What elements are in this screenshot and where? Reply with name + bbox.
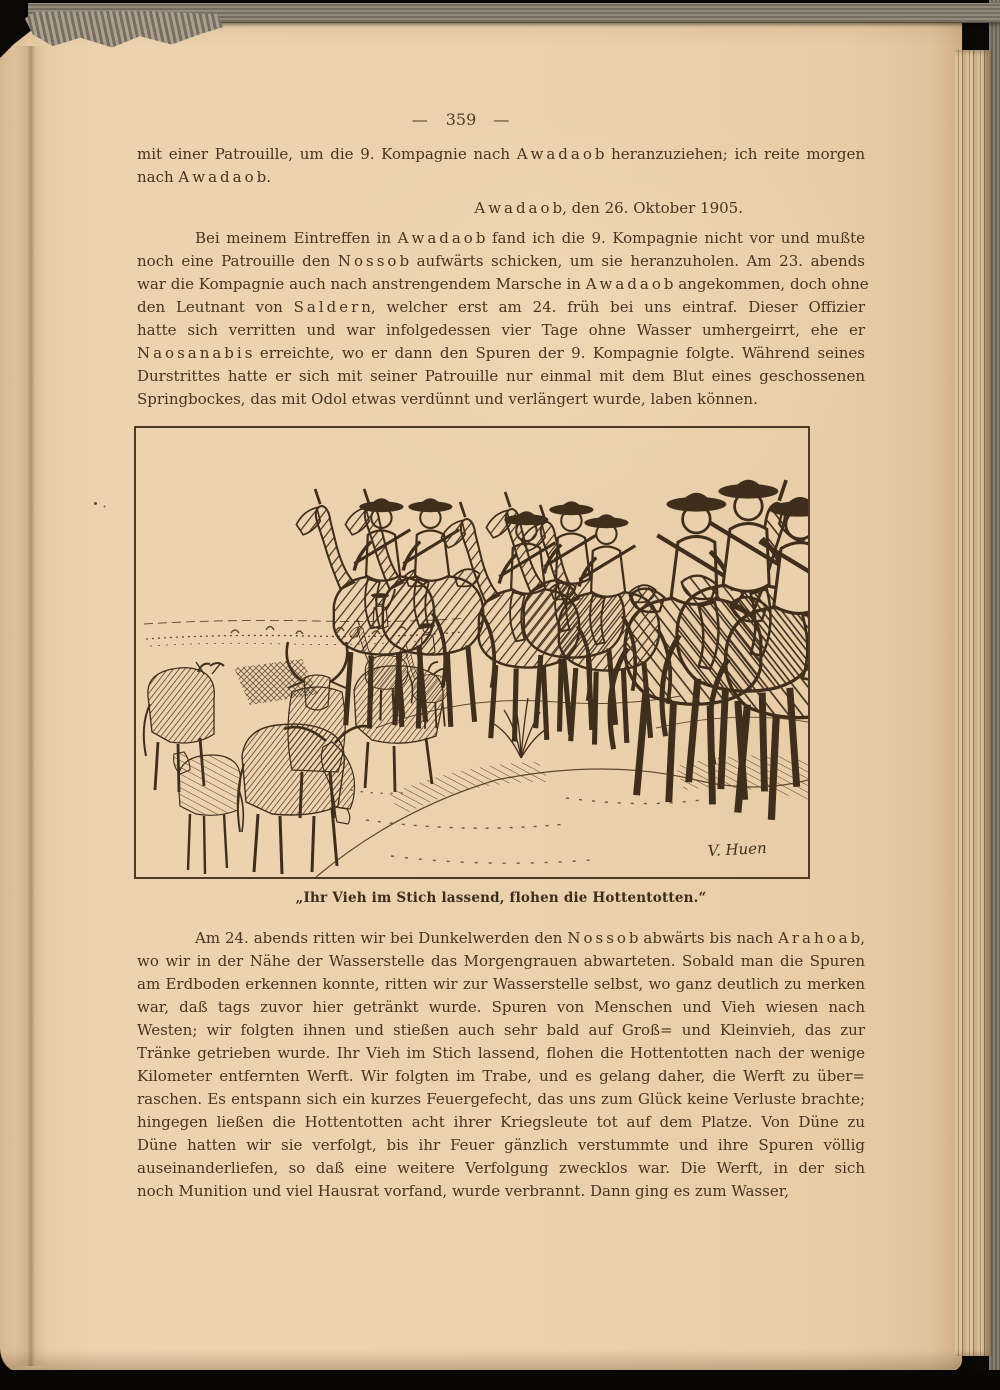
page-edges-right <box>955 50 992 1356</box>
text-line: Westen; wir folgten ihnen und stießen auch sehr bald auf Groß= und Kleinvieh, das zur <box>137 1021 865 1039</box>
text-line: Durstrittes hatte er sich mit seiner Patrouille nur einmal mit dem Blut eines geschossenen <box>137 367 865 385</box>
illustration <box>134 426 810 879</box>
text-line: noch eine Patrouille den N o s s o b aufwärts schicken, um sie heranzuholen. Am 23. abends <box>137 252 865 270</box>
gutter-crease <box>14 46 48 1366</box>
grass-tuft <box>494 698 548 758</box>
text-line: Bei meinem Eintreffen in A w a d a o b fand ich die 9. Kompagnie nicht vor und mußte <box>195 229 865 247</box>
figure-caption: „Ihr Vieh im Stich lassend, flohen die Hottentotten.“ <box>295 890 707 906</box>
text-line: raschen. Es entspann sich ein kurzes Feuergefecht, das uns zum Glück keine Verluste brachte; <box>137 1090 865 1108</box>
dateline: A w a d a o b, den 26. Oktober 1905. <box>474 199 743 217</box>
text-line: am Erdboden erkennen konnte, ritten wir zur Wasserstelle selbst, wo ganz deutlich zu merken <box>137 975 865 993</box>
artist-signature: V. Huen <box>707 838 768 860</box>
engraving-cattle-and-horsemen <box>136 428 808 877</box>
text-line: hatte sich verritten und war infolgedessen vier Tage ohne Wasser umhergeirrt, ehe er <box>137 321 865 339</box>
text-line: auseinanderliefen, so daß eine weitere Verfolgung zwecklos war. Die Werft, in der sich <box>137 1159 865 1177</box>
text-line: wo wir in der Nähe der Wasserstelle das Morgengrauen abwarteten. Sobald man die Spuren <box>137 952 865 970</box>
text-column <box>137 16 869 1203</box>
paragraph-pursuit <box>137 927 865 1203</box>
text-line: war, daß tags zuvor hier getränkt wurde. Spuren von Menschen und Vieh wiesen nach <box>137 998 865 1016</box>
cow <box>238 724 372 874</box>
horsemen-group <box>296 489 670 745</box>
paragraph-continuation <box>137 143 865 189</box>
page-number-dash-left: — <box>411 110 429 129</box>
page-number-value: 359 <box>445 110 477 129</box>
page-number-dash-right: — <box>493 110 511 129</box>
text-line: mit einer Patrouille, um die 9. Kompagnie nach A w a d a o b heranzuziehen; ich reite morgen <box>137 145 865 163</box>
paragraph-report <box>137 227 869 411</box>
text-line: Springbockes, das mit Odol etwas verdünnt und verlängert wurde, laben können. <box>137 390 758 408</box>
text-line: noch Munition und viel Hausrat vorfand, wurde verbrannt. Dann ging es zum Wasser, <box>137 1182 789 1200</box>
calf <box>174 752 244 874</box>
margin-ink-speck <box>94 502 97 505</box>
text-line: den Leutnant von S a l d e r n, welcher erst am 24. früh bei uns eintraf. Dieser Offizier <box>137 298 865 316</box>
book-page <box>0 16 962 1372</box>
text-line: hingegen ließen die Hottentotten acht ihrer Kriegsleute tot auf dem Platze. Von Düne zu <box>137 1113 865 1131</box>
scan-bottom-edge <box>0 1370 1000 1390</box>
page-number <box>97 110 825 129</box>
text-line: war die Kompagnie auch nach anstrengendem Marsche in A w a d a o b angekommen, doch ohne <box>137 275 869 293</box>
text-line: Am 24. abends ritten wir bei Dunkelwerden den N o s s o b abwärts bis nach A r a h o a b, <box>195 929 865 947</box>
text-line: Kilometer entfernten Werft. Wir folgten im Trabe, und es gelang daher, die Werft zu über= <box>137 1067 865 1085</box>
text-line: Düne hatten wir sie verfolgt, bis ihr Feuer gänzlich verstummte und ihre Spuren völlig <box>137 1136 865 1154</box>
text-line: Tränke getrieben wurde. Ihr Vieh im Stich lassend, flohen die Hottentotten nach der wenige <box>137 1044 865 1062</box>
text-line: nach A w a d a o b. <box>137 168 271 186</box>
text-line: N a o s a n a b i s erreichte, wo er dann den Spuren der 9. Kompagnie folgte. Während seines <box>137 344 865 362</box>
